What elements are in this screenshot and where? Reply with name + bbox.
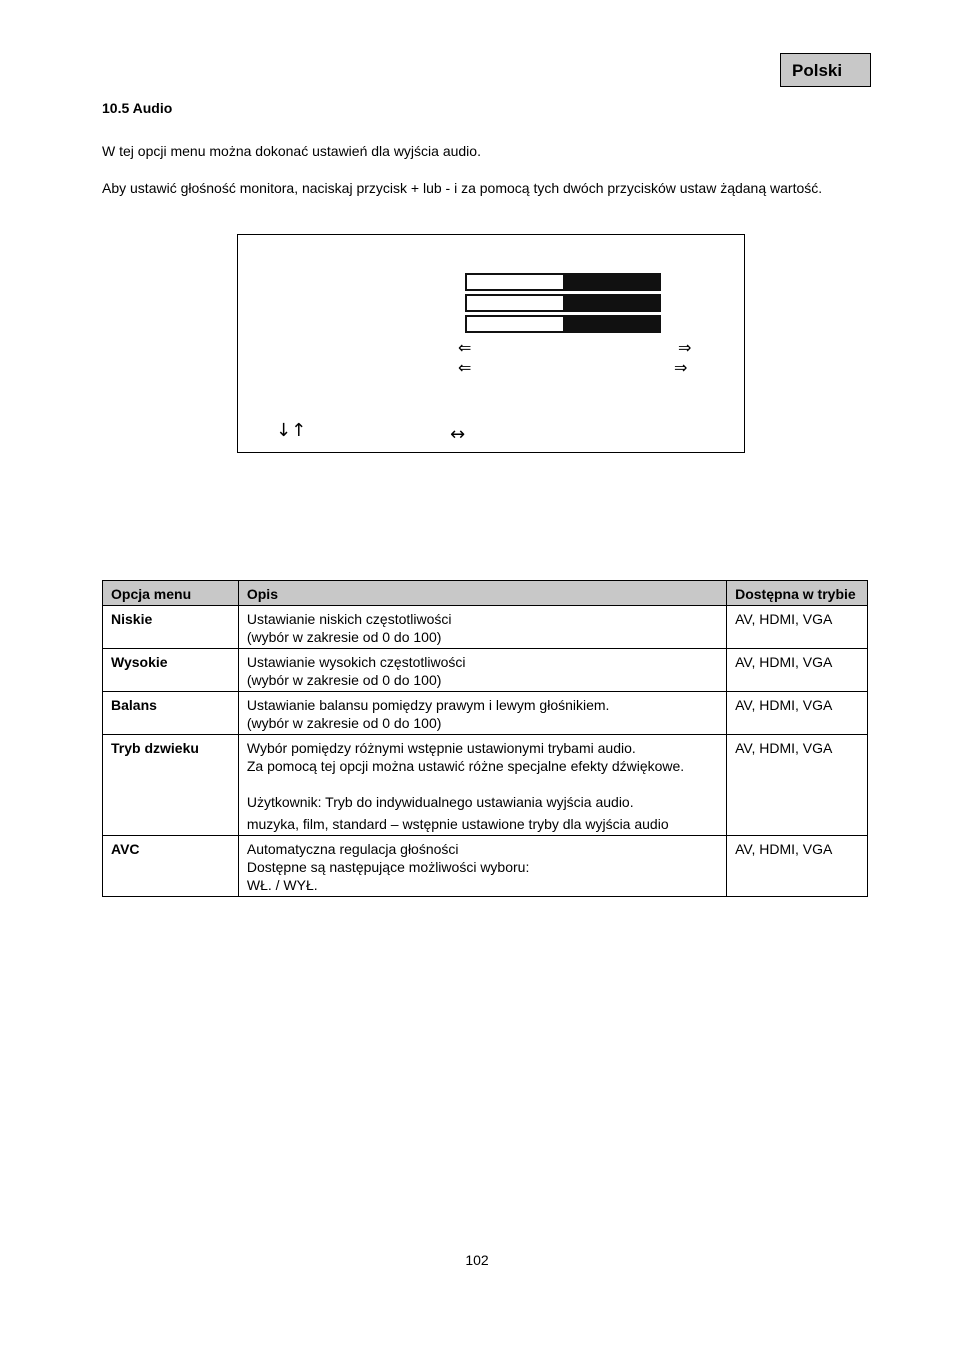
option-modes: AV, HDMI, VGA <box>727 606 868 649</box>
table-row <box>103 606 868 649</box>
description-line: Ustawianie balansu pomiędzy prawym i lewym głośnikiem. <box>246 697 610 713</box>
osd-audio-menu-illustration <box>237 234 745 453</box>
slider-bar-3 <box>465 315 661 333</box>
slider-fill-2 <box>467 296 563 310</box>
right-arrow-icon: ⇒ <box>678 338 692 357</box>
description-line: Za pomocą tej opcji można ustawić różne specjalne efekty dźwiękowe. <box>246 758 685 774</box>
description-line: muzyka, film, standard – wstępnie ustawione tryby dla wyjścia audio <box>246 816 669 832</box>
option-modes: AV, HDMI, VGA <box>727 649 868 692</box>
option-name: Balans <box>103 692 239 735</box>
option-name: Tryb dzwieku <box>103 735 239 836</box>
option-description <box>238 735 726 836</box>
left-arrow-icon: ⇐ <box>458 338 472 357</box>
up-down-arrows-icon: ↓↑ <box>276 420 307 441</box>
left-arrow-icon: ⇐ <box>458 358 472 377</box>
section-heading: 10.5 Audio <box>102 100 173 116</box>
slider-fill-3 <box>467 317 563 331</box>
table-row <box>103 692 868 735</box>
spacer <box>247 775 718 793</box>
table-row <box>103 836 868 897</box>
option-description <box>238 836 726 897</box>
option-modes: AV, HDMI, VGA <box>727 836 868 897</box>
page-number: 102 <box>465 1252 489 1268</box>
description-line: (wybór w zakresie od 0 do 100) <box>246 629 442 645</box>
header-mode: Dostępna w trybie <box>727 581 868 606</box>
description-line: Wybór pomiędzy różnymi wstępnie ustawionymi trybami audio. <box>246 740 636 756</box>
header-option: Opcja menu <box>103 581 239 606</box>
description-line: WŁ. / WYŁ. <box>246 877 318 893</box>
audio-options-table <box>102 580 868 897</box>
option-name: Wysokie <box>103 649 239 692</box>
table-row <box>103 735 868 836</box>
language-label: Polski <box>780 53 871 87</box>
intro-paragraph: W tej opcji menu można dokonać ustawień dla wyjścia audio. <box>102 143 481 159</box>
description-line: (wybór w zakresie od 0 do 100) <box>246 715 442 731</box>
option-modes: AV, HDMI, VGA <box>727 692 868 735</box>
option-description <box>238 692 726 735</box>
option-description <box>238 649 726 692</box>
left-right-arrow-icon: ↔ <box>450 424 466 445</box>
description-line: Dostępne są następujące możliwości wyboru: <box>246 859 530 875</box>
option-modes: AV, HDMI, VGA <box>727 735 868 836</box>
slider-bar-1 <box>465 273 661 291</box>
description-line: (wybór w zakresie od 0 do 100) <box>246 672 442 688</box>
description-line: Ustawianie niskich częstotliwości <box>246 611 452 627</box>
header-description: Opis <box>238 581 726 606</box>
description-line: Użytkownik: Tryb do indywidualnego ustawiania wyjścia audio. <box>246 794 634 810</box>
description-line: Ustawianie wysokich częstotliwości <box>246 654 466 670</box>
option-name: AVC <box>103 836 239 897</box>
slider-fill-1 <box>467 275 563 289</box>
option-description <box>238 606 726 649</box>
right-arrow-icon: ⇒ <box>674 358 688 377</box>
volume-paragraph: Aby ustawić głośność monitora, naciskaj przycisk + lub - i za pomocą tych dwóch przycisków ustaw żądaną wartość. <box>102 180 823 196</box>
table-row <box>103 649 868 692</box>
slider-bar-2 <box>465 294 661 312</box>
table-header-row <box>103 581 868 606</box>
option-name: Niskie <box>103 606 239 649</box>
description-line: Automatyczna regulacja głośności <box>246 841 459 857</box>
